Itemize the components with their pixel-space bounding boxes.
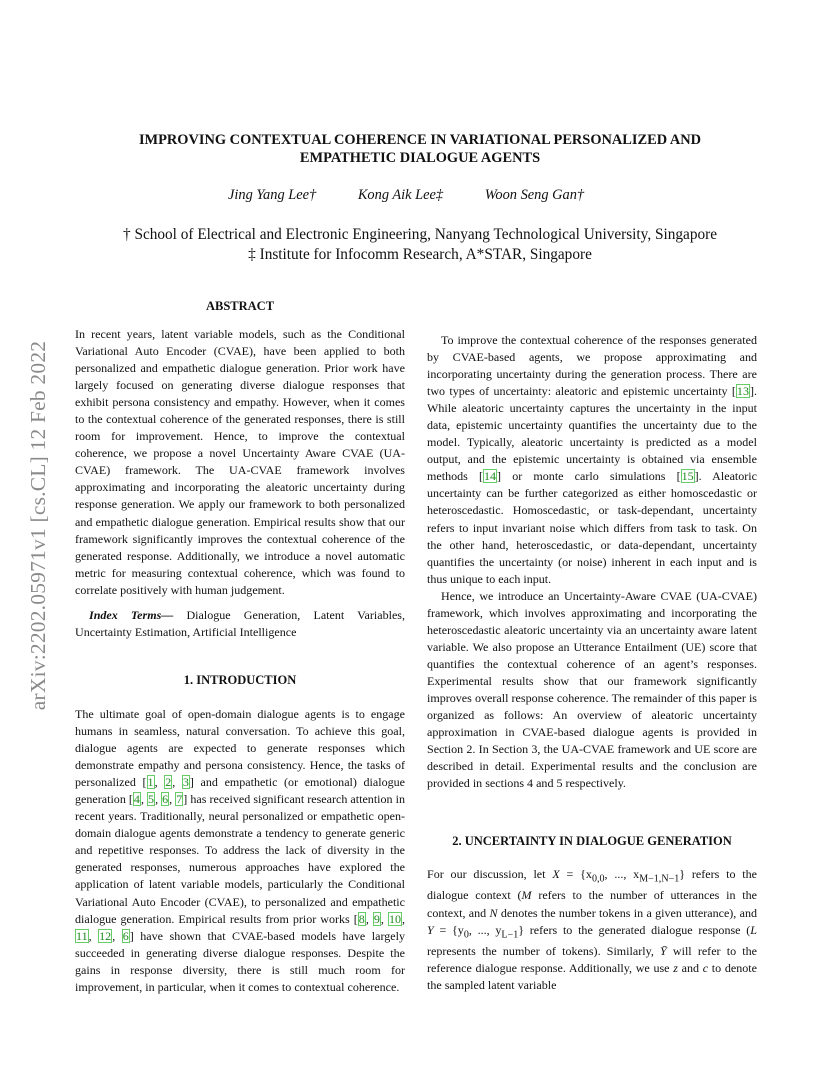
affiliation-2: ‡ Institute for Infocomm Research, A*STAR, Singapore	[248, 246, 592, 263]
intro-heading-block	[75, 672, 405, 689]
math-text: }	[679, 867, 686, 881]
citation-link[interactable]: 7	[176, 792, 183, 807]
citation-link[interactable]: 11	[76, 928, 88, 943]
math-text: }	[518, 922, 525, 937]
s2-text: will refer to the reference dialogue response. Additionally, we use	[427, 944, 757, 976]
math-var: L	[750, 922, 757, 937]
author-3: Woon Seng Gan†	[484, 187, 585, 203]
affiliations	[70, 225, 770, 265]
index-terms-text: Dialogue Generation, Latent Variables, Uncertainty Estimation, Artificial Intelligence	[75, 608, 405, 640]
intro-heading: 1. INTRODUCTION	[183, 673, 297, 687]
citation-link[interactable]: 4	[133, 792, 140, 807]
citation-link[interactable]: 13	[736, 384, 749, 399]
math-text: , ..., y	[468, 922, 502, 937]
intro-p1-c: has received significant research attention in recent years. Traditionally, neural personalized or empathetic open-domain dialogue agents demonstrate a tendency to generate generic and repetitive responses. To address the lack of diversity in the generated responses, numerous approaches have explored the application of latent variable models, particularly the Conditional Variational Auto Encoder (CVAE), to personalized and empathetic dialogue generation. Empirical results from prior works	[75, 792, 405, 926]
intro-p2-a: To improve the contextual coherence of the responses generated by CVAE-based agents, we propose approximating and incorporating uncertainty during the generation process. There are two types of uncertainty: aleatoric and epistemic uncertainty	[427, 333, 757, 399]
intro-paragraph-1: The ultimate goal of open-domain dialogue agents is to engage humans in seamless, natural conversation. To achieve this goal, dialogue agents are expected to generate responses which demonstrate empathy and persona consistency. Hence, the tasks of personalized [1, 2, 3] and empathetic (or emotional) dialogue generation [4, 5, 6, 7] has received significant research attention in recent years. Traditionally, neural personalized or empathetic open-domain dialogue agents demonstrate a tendency to generate generic and repetitive responses. To address the lack of diversity in the generated responses, numerous approaches have explored the application of latent variable models, particularly the Conditional Variational Auto Encoder (CVAE), to personalized and empathetic dialogue generation. Empirical results from prior works [8, 9, 10, 11, 12, 6] have shown that CVAE-based models have largely succeeded in generating diverse dialogue responses. Despite the gains in response diversity, there is still much room for improvement, in particular, when it comes to contextual coherence.	[75, 707, 406, 994]
s2-text: refers to the generated dialogue response (	[524, 922, 751, 937]
arxiv-stamp	[22, 290, 56, 760]
s2-text: to denote the sampled latent variable	[427, 961, 757, 993]
section2-paragraph-1	[427, 866, 757, 994]
abstract-text: In recent years, latent variable models, such as the Conditional Variational Auto Encoder (CVAE), have been applied to both personalized and empathetic dialogue generation. Prior work have largely focused on generating diverse dialogue responses that exhibit persona consistency and empathy. However, when it comes to the contextual coherence of the generated responses, there is still room for improvement. Hence, to improve the contextual coherence, we propose a novel Uncertainty Aware CVAE (UA-CVAE) framework. The UA-CVAE framework involves approximating and incorporating the aleatoric uncertainty during response generation. We apply our framework to both personalized and empathetic dialogue generation. Empirical results show that our framework significantly improves the contextual coherence of the generated response. Additionally, we introduce a novel automatic metric for measuring contextual coherence, which was found to correlate positively with human judgement.	[75, 327, 405, 597]
citation-link[interactable]: 10	[388, 911, 401, 926]
author-2: Kong Aik Lee‡	[357, 187, 444, 203]
math-var: X	[552, 867, 560, 881]
citation-link[interactable]: 12	[99, 928, 112, 943]
author-1: Jing Yang Lee†	[228, 187, 317, 203]
intro-p2-d: . Aleatoric uncertainty can be further categorized as either homoscedastic or heteroscedastic. Homoscedastic, or task-dependant, uncertainty refers to input invariant noise which differs from task to task. On the other hand, heteroscedastic, or data-dependant, uncertainty quantifies the uncertainty (or noise) inherent in each input and is thus unique to each input.	[427, 469, 757, 586]
citation-link[interactable]: 8	[358, 911, 365, 926]
s2-text: refers to the number of utterances in the context, and	[427, 888, 757, 920]
math-var: Ȳ	[660, 944, 667, 958]
math-var: M	[521, 888, 532, 903]
citation-link[interactable]: 9	[373, 911, 380, 926]
citation-link[interactable]: 6	[162, 792, 169, 807]
intro-p1-b: and empathetic (or emotional) dialogue generation	[75, 775, 406, 807]
left-column	[75, 298, 405, 315]
title-line-2: EMPATHETIC DIALOGUE AGENTS	[299, 150, 541, 166]
citation-link[interactable]: 15	[681, 469, 694, 484]
section2-heading-block	[427, 833, 757, 850]
author-list	[228, 187, 584, 204]
citation-link[interactable]: 6	[122, 928, 129, 943]
citation-link[interactable]: 3	[182, 775, 189, 790]
intro-paragraph-3: Hence, we introduce an Uncertainty-Aware CVAE (UA-CVAE) framework, which involves approximating and incorporating the heteroscedastic aleatoric uncertainty via an uncertainty aware latent variable. We also propose an Utterance Entailment (UE) score that quantifies the contextual coherence of an agent’s responses. Experimental results show that our framework significantly improves overall response coherence. The remainder of this paper is organized as follows: An overview of aleatoric uncertainty approximation in CVAE-based dialogue agents is provided in Section 2. In Section 3, the UA-CVAE framework and UE score are described in detail. Experimental results and the conclusion are provided in sections 4 and 5 respectively.	[427, 588, 757, 791]
index-terms	[75, 607, 405, 641]
index-terms-label: Index Terms—	[89, 608, 174, 622]
math-var: Y	[427, 922, 434, 937]
math-var: N	[489, 905, 498, 920]
citation-link[interactable]: 1	[147, 775, 154, 790]
section2-block	[427, 866, 757, 994]
math-text: = {x	[559, 867, 592, 881]
intro-p2-b: . While aleatoric uncertainty captures the uncertainty in the input data, epistemic uncertainty quantifies the uncertainty due to the model. Typically, aleatoric uncertainty is predicted as a model output, and the epistemic uncertainty is obtained via ensemble methods	[427, 384, 757, 484]
s2-text: and	[677, 961, 703, 976]
intro-p1-d: have shown that CVAE-based models have largely succeeded in generating diverse dialogue responses. Despite the gains in response diversity, there is still much room for improvement, in particular, when it comes to contextual coherence.	[75, 928, 406, 994]
citation-link[interactable]: 5	[148, 792, 155, 807]
citation-link[interactable]: 2	[165, 775, 172, 790]
index-terms-block	[75, 607, 405, 641]
affiliation-1: † School of Electrical and Electronic Engineering, Nanyang Technological University, Singapore	[122, 226, 718, 243]
intro-paragraph-2: To improve the contextual coherence of the responses generated by CVAE-based agents, we propose approximating and incorporating uncertainty during the generation process. There are two types of uncertainty: aleatoric and epistemic uncertainty [13]. While aleatoric uncertainty captures the uncertainty in the input data, epistemic uncertainty quantifies the uncertainty due to the model. Typically, aleatoric uncertainty is predicted as a model output, and the epistemic uncertainty is obtained via ensemble methods [14] or monte carlo simulations [15]. Aleatoric uncertainty can be further categorized as either homoscedastic or heteroscedastic. Homoscedastic, or task-dependant, uncertainty refers to input invariant noise which differs from task to task. On the other hand, heteroscedastic, or data-dependant, uncertainty quantifies the uncertainty (or noise) inherent in each input and is thus unique to each input.	[427, 333, 757, 586]
intro-p1-a: The ultimate goal of open-domain dialogue agents is to engage humans in seamless, natural conversation. To achieve this goal, dialogue agents are expected to generate responses which demonstrate empathy and persona consistency. Hence, the tasks of personalized	[75, 707, 405, 790]
arxiv-stamp-text: arXiv:2202.05971v1 [cs.CL] 12 Feb 2022	[26, 340, 51, 710]
s2-text: denotes the number tokens in a given utterance), and	[497, 905, 757, 920]
math-sub: 0,0	[591, 873, 605, 885]
math-text: , ..., x	[604, 867, 640, 881]
title-line-1: IMPROVING CONTEXTUAL COHERENCE IN VARIATIONAL PERSONALIZED AND	[138, 132, 702, 148]
s2-text: refers to the dialogue context (	[427, 867, 758, 903]
paper-title	[70, 131, 770, 167]
math-text: = {y	[433, 922, 464, 937]
abstract-block	[75, 326, 405, 599]
math-sub: L−1	[501, 928, 519, 940]
right-column-intro-cont	[427, 332, 757, 792]
abstract-heading: ABSTRACT	[205, 299, 275, 313]
s2-text: For our discussion, let	[427, 867, 553, 881]
math-var: c	[702, 961, 709, 976]
math-sub: M−1,N−1	[639, 873, 680, 885]
intro-p2-c: or monte carlo simulations	[501, 469, 677, 484]
citation-link[interactable]: 14	[484, 469, 497, 484]
intro-block	[75, 706, 405, 996]
math-sub: 0	[463, 928, 469, 940]
section2-heading: 2. UNCERTAINTY IN DIALOGUE GENERATION	[452, 834, 732, 848]
math-var: z	[673, 961, 678, 976]
s2-text: represents the number of tokens). Similarly,	[427, 944, 661, 958]
